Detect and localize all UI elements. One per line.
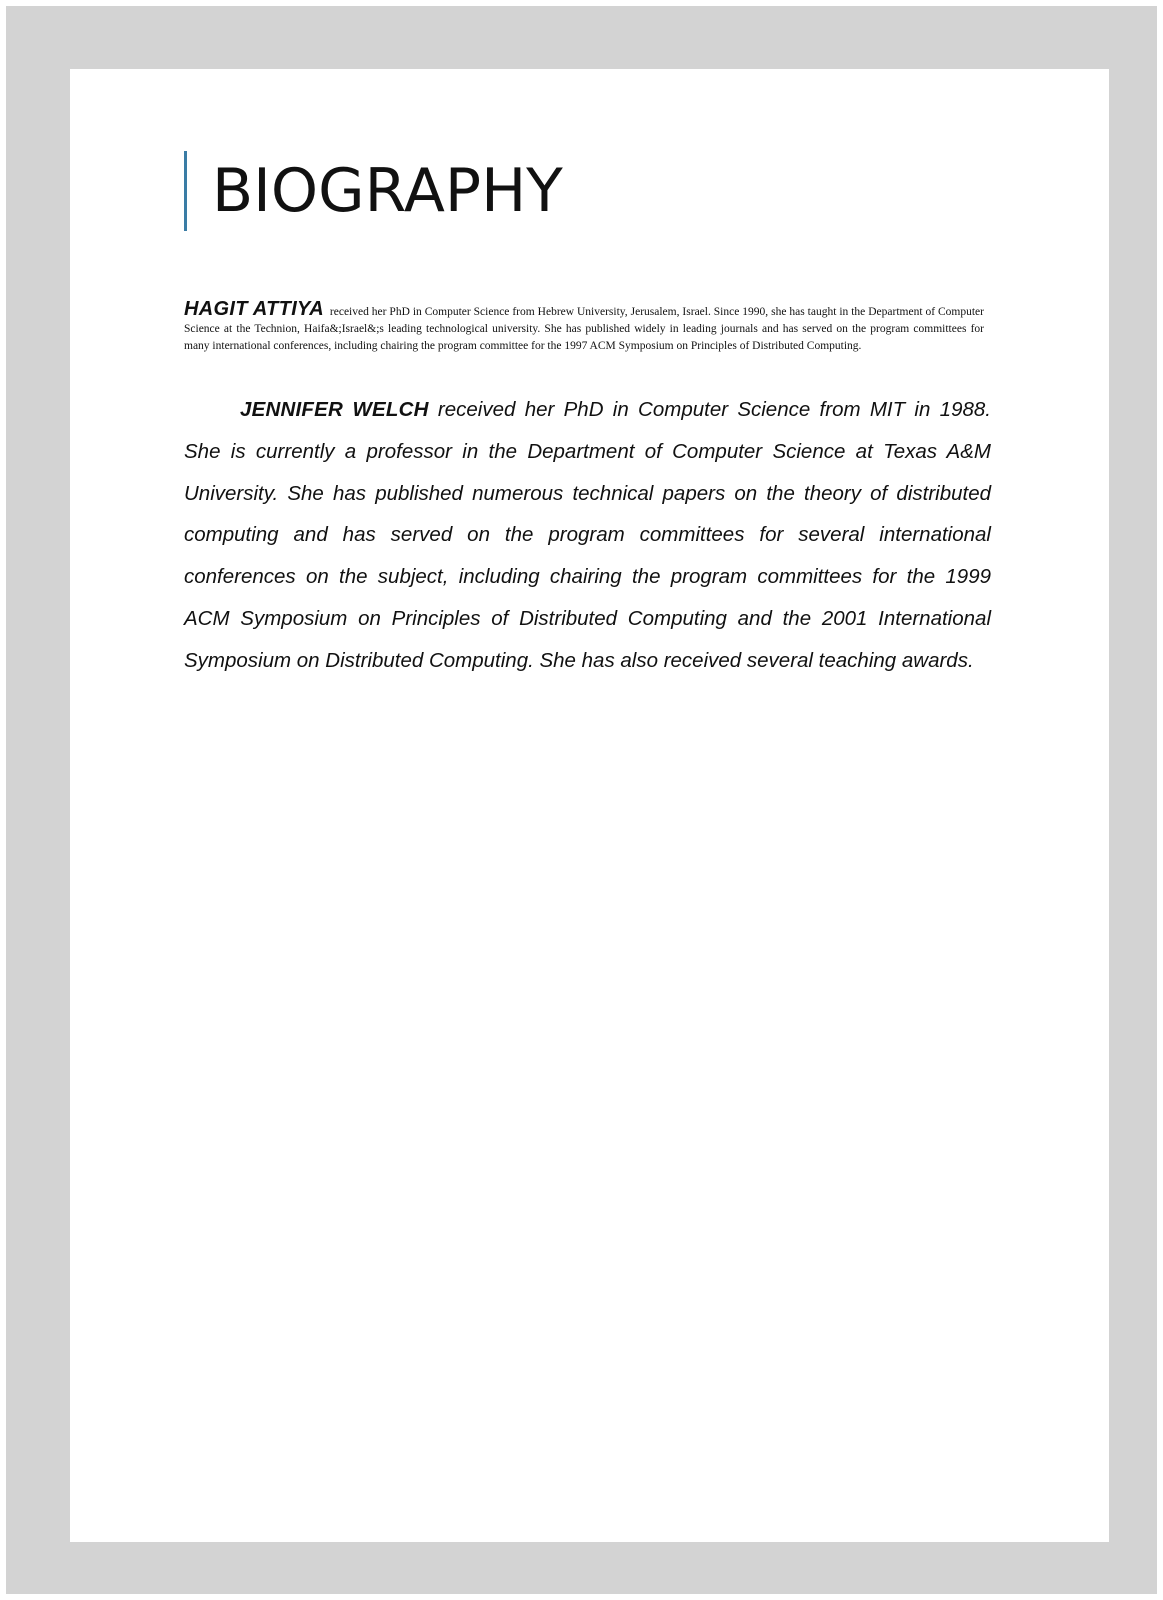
- page-title: BIOGRAPHY: [212, 156, 563, 226]
- bio-name-attiya: HAGIT ATTIYA: [184, 298, 324, 320]
- bio-name-welch: JENNIFER WELCH: [240, 398, 429, 421]
- bio-text-attiya: received her PhD in Computer Science from Hebrew University, Jerusalem, Israel. Since 1990, she has taught in the Department of Computer Science at the Technion, Haifa&;Israel&;s leading technological university. She has published widely in leading journals and has served on the program committees for many international conferences, including chairing the program committee for the 1997 ACM Symposium on Principles of Distributed Computing.: [184, 306, 984, 352]
- page-frame: [6, 6, 1157, 1594]
- bio-paragraph-welch: [184, 389, 991, 682]
- title-accent-bar: [184, 151, 187, 231]
- document-page: [70, 69, 1109, 1542]
- bio-paragraph-attiya: [184, 297, 984, 355]
- bio-text-welch: received her PhD in Computer Science from MIT in 1988. She is currently a professor in the Department of Computer Science at Texas A&M University. She has published numerous technical papers on the theory of distributed computing and has served on the program committees for several international conferences on the subject, including chairing the program committees for the 1999 ACM Symposium on Principles of Distributed Computing and the 2001 International Symposium on Distributed Computing. She has also received several teaching awards.: [184, 398, 991, 672]
